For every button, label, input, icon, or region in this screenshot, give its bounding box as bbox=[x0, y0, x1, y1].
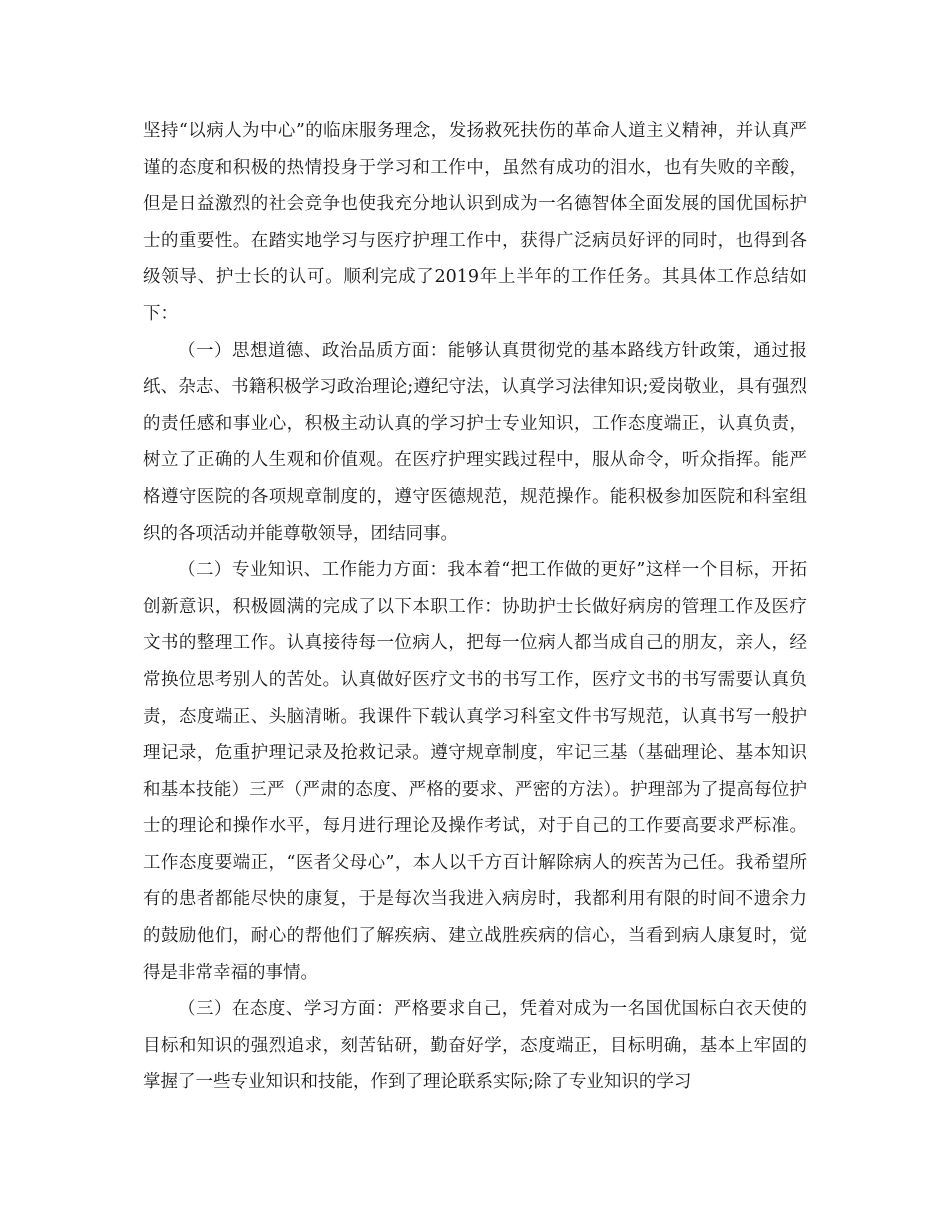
paragraph-section-1: （一）思想道德、政治品质方面：能够认真贯彻党的基本路线方针政策，通过报纸、杂志、书籍积极学习政治理论;遵纪守法，认真学习法律知识;爱岗敬业，具有强烈的责任感和事业心，积极主动认真的学习护士专业知识，工作态度端正，认真负责，树立了正确的人生观和价值观。在医疗护理实践过程中，服从命令，听众指挥。能严格遵守医院的各项规章制度的，遵守医德规范，规范操作。能积极参加医院和科室组织的各项活动并能尊敬领导，团结同事。 bbox=[143, 340, 807, 544]
paragraph-intro: 坚持“以病人为中心”的临床服务理念，发扬救死扶伤的革命人道主义精神，并认真严谨的态度和积极的热情投身于学习和工作中，虽然有成功的泪水，也有失败的辛酸，但是日益激烈的社会竞争也使我充分地认识到成为一名德智体全面发展的国优国标护士的重要性。在踏实地学习与医疗护理工作中，获得广泛病员好评的同时，也得到各级领导、护士长的认可。顺利完成了2019年上半年的工作任务。其具体工作总结如下： bbox=[143, 121, 807, 324]
paragraph-section-3: （三）在态度、学习方面：严格要求自己，凭着对成为一名国优国标白衣天使的目标和知识的强烈追求，刻苦钻研，勤奋好学，态度端正，目标明确，基本上牢固的掌握了一些专业知识和技能，作到了理论联系实际;除了专业知识的学习 bbox=[143, 999, 807, 1093]
document-page bbox=[143, 113, 807, 1101]
paragraph-section-2: （二）专业知识、工作能力方面：我本着“把工作做的更好”这样一个目标，开拓创新意识，积极圆满的完成了以下本职工作：协助护士长做好病房的管理工作及医疗文书的整理工作。认真接待每一位病人，把每一位病人都当成自己的朋友，亲人，经常换位思考别人的苦处。认真做好医疗文书的书写工作，医疗文书的书写需要认真负责，态度端正、头脑清晰。我课件下载认真学习科室文件书写规范，认真书写一般护理记录，危重护理记录及抢救记录。遵守规章制度，牢记三基（基础理论、基本知识和基本技能）三严（严肃的态度、严格的要求、严密的方法）。护理部为了提高每位护士的理论和操作水平，每月进行理论及操作考试，对于自己的工作要高要求严标准。工作态度要端正，“医者父母心”，本人以千方百计解除病人的疾苦为己任。我希望所有的患者都能尽快的康复，于是每次当我进入病房时，我都利用有限的时间不遗余力的鼓励他们，耐心的帮他们了解疾病、建立战胜疾病的信心，当看到病人康复时，觉得是非常幸福的事情。 bbox=[143, 560, 807, 983]
